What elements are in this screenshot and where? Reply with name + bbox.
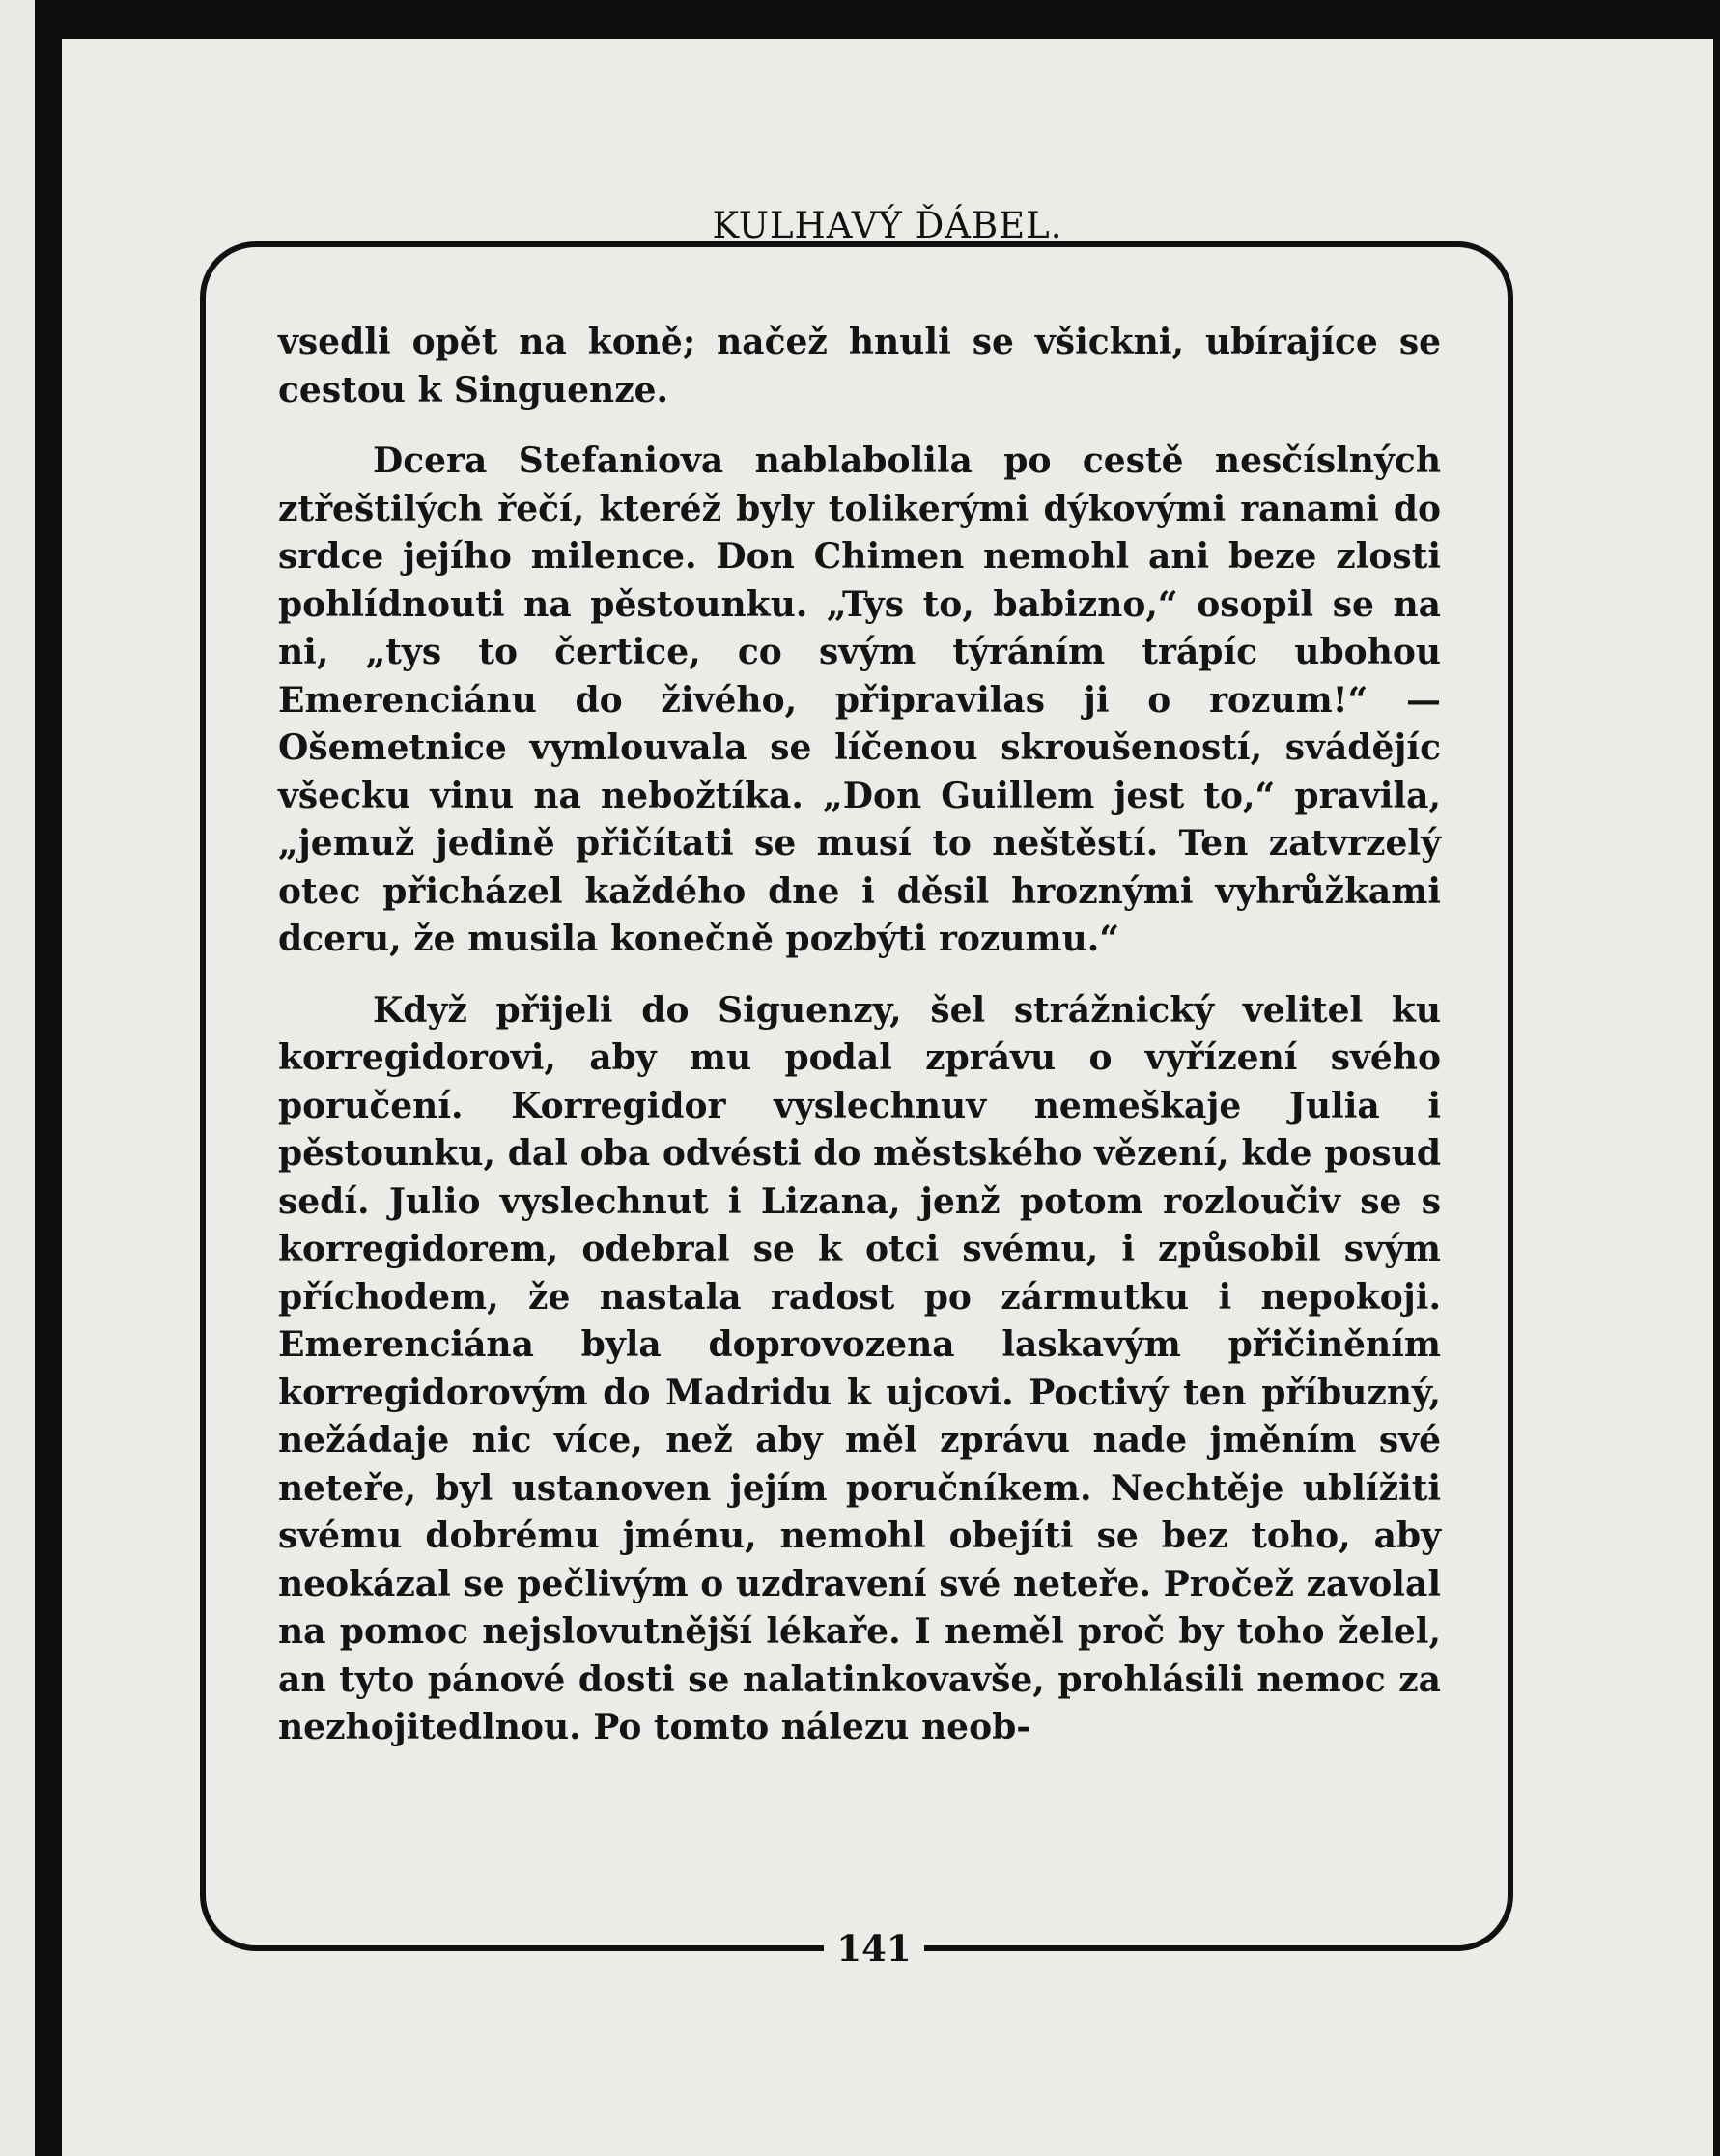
paragraph-1: vsedli opět na koně; načež hnuli se všickni, ubírajíce se cestou k Singuenze.: [278, 322, 1441, 411]
paragraph-2: Dcera Stefaniova nablabolila po cestě nesčíslných ztřeštilých řečí, kteréž byly tolikerými dýkovými ranami do srdce jejího milence. Don Chimen nemohl ani beze zlosti pohlídnouti na pěstounku. „Tys to, babizno,“ osopil se na ni, „tys to čertice, co svým týráním trápíc ubohou Emerenciánu do živého, připravilas ji o rozum!“ — Ošemetnice vymlouvala se líčenou skroušeností, svádějíc všecku vinu na nebožtíka. „Don Guillem jest to,“ pravila, „jemuž jedině přičítati se musí to neštěstí. Ten zatvrzelý otec přicházel každého dne i děsil hroznými vyhrůžkami dceru, že musila konečně pozbýti rozumu.“: [278, 440, 1441, 959]
running-head: KULHAVÝ ĎÁBEL.: [712, 205, 1063, 246]
adjacent-page-edge: [0, 0, 35, 2156]
book-page: [62, 39, 1713, 2156]
paragraph-3: Když přijeli do Siguenzy, šel strážnický velitel ku korregidorovi, aby mu podal zprávu o vyřízení svého poručení. Korregidor vyslechnuv nemeškaje Julia i pěstounku, dal oba odvésti do městského vězení, kde posud sedí. Julio vyslechnut i Lizana, jenž potom rozloučiv se s korregidorem, odebral se k otci svému, i způsobil svým příchodem, že nastala radost po zármutku i nepokoji. Emerenciána byla doprovozena laskavým přičiněním korregidorovým do Madridu k ujcovi. Poctivý ten příbuzný, nežádaje nic více, než aby měl zprávu nade jměním své neteře, byl ustanoven jejím poručníkem. Nechtěje ublížiti svému dobrému jménu, nemohl obejíti se bez toho, aby neokázal se pečlivým o uzdravení své neteře. Pročež zavolal na pomoc nejslovutnější lékaře. I neměl proč by toho želel, an tyto pánové dosti se nalatinkovavše, prohlásili nemoc za nezhojitedlnou. Po tomto nálezu neob-: [278, 989, 1441, 1747]
page-number: 141: [836, 1927, 912, 1970]
body-text: [278, 319, 1441, 1752]
